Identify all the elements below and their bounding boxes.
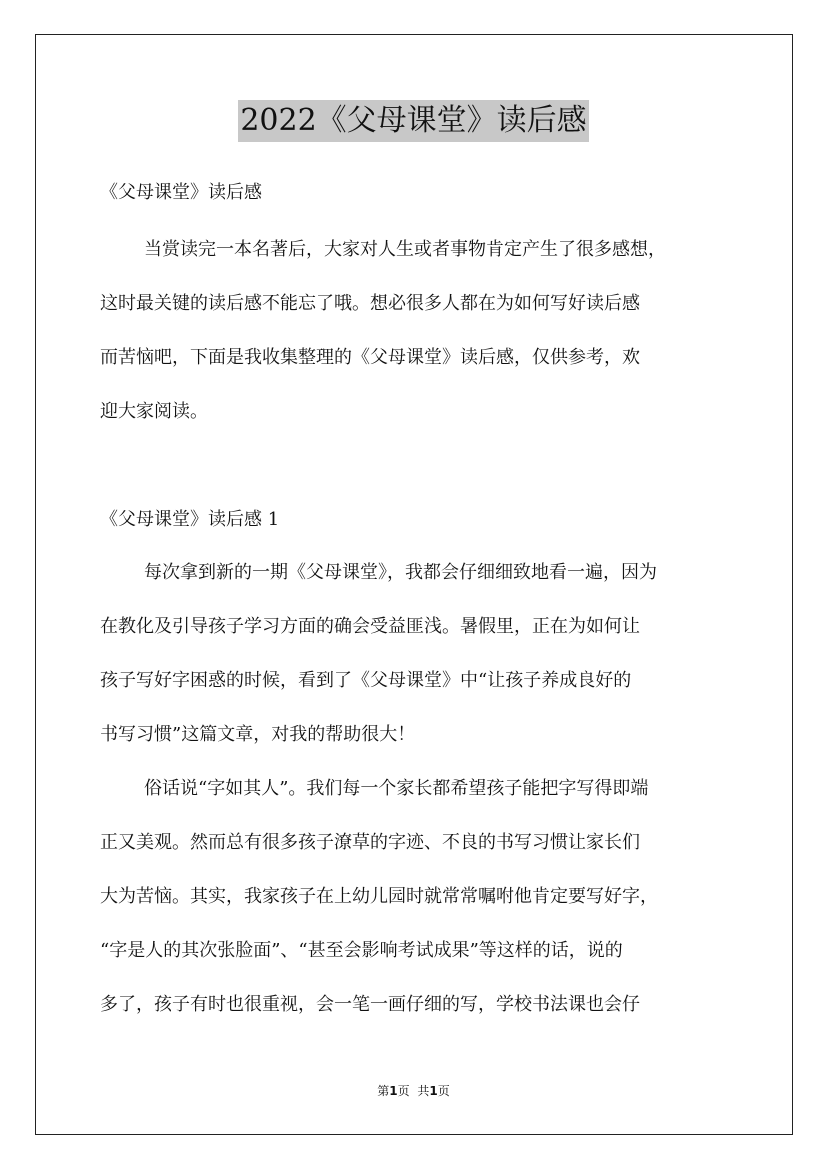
paragraph-line: 书写习惯”这篇文章，对我的帮助很大！ [100,724,416,745]
section-heading: 《父母课堂》读后感 [100,182,262,203]
paragraph-line: 迎大家阅读。 [100,401,208,422]
paragraph-line: 多了，孩子有时也很重视，会一笔一画仔细的写，学校书法课也会仔 [100,994,640,1015]
paragraph-line: 孩子写好字困惑的时候，看到了《父母课堂》中“让孩子养成良好的 [100,670,632,691]
footer-page-suffix: 页 [397,1084,410,1098]
paragraph-line: 正又美观。然而总有很多孩子潦草的字迹、不良的书写习惯让家长们 [100,832,640,853]
paragraph-line: 当赏读完一本名著后，大家对人生或者事物肯定产生了很多感想， [144,239,666,260]
paragraph-line: “字是人的其次张脸面”、“甚至会影响考试成果”等这样的话，说的 [100,940,623,961]
footer-total-number: 1 [429,1084,438,1098]
paragraph-line: 大为苦恼。其实，我家孩子在上幼儿园时就常常嘱咐他肯定要写好字， [100,886,658,907]
page-footer [0,1083,827,1099]
title-container [0,100,827,142]
paragraph-line: 在教化及引导孩子学习方面的确会受益匪浅。暑假里，正在为如何让 [100,616,640,637]
document-title: 2022《父母课堂》读后感 [238,100,588,142]
footer-page-number: 1 [389,1084,398,1098]
paragraph-line: 每次拿到新的一期《父母课堂》，我都会仔细细致地看一遍，因为 [144,562,657,583]
paragraph-line: 而苦恼吧，下面是我收集整理的《父母课堂》读后感，仅供参考，欢 [100,347,640,368]
footer-total-prefix: 共 [417,1084,430,1098]
section-heading: 《父母课堂》读后感 1 [100,509,280,530]
paragraph-line: 俗话说“字如其人”。我们每一个家长都希望孩子能把字写得即端 [144,778,649,799]
footer-total-suffix: 页 [437,1084,450,1098]
paragraph-line: 这时最关键的读后感不能忘了哦。想必很多人都在为如何写好读后感 [100,293,640,314]
footer-page-prefix: 第 [377,1084,390,1098]
